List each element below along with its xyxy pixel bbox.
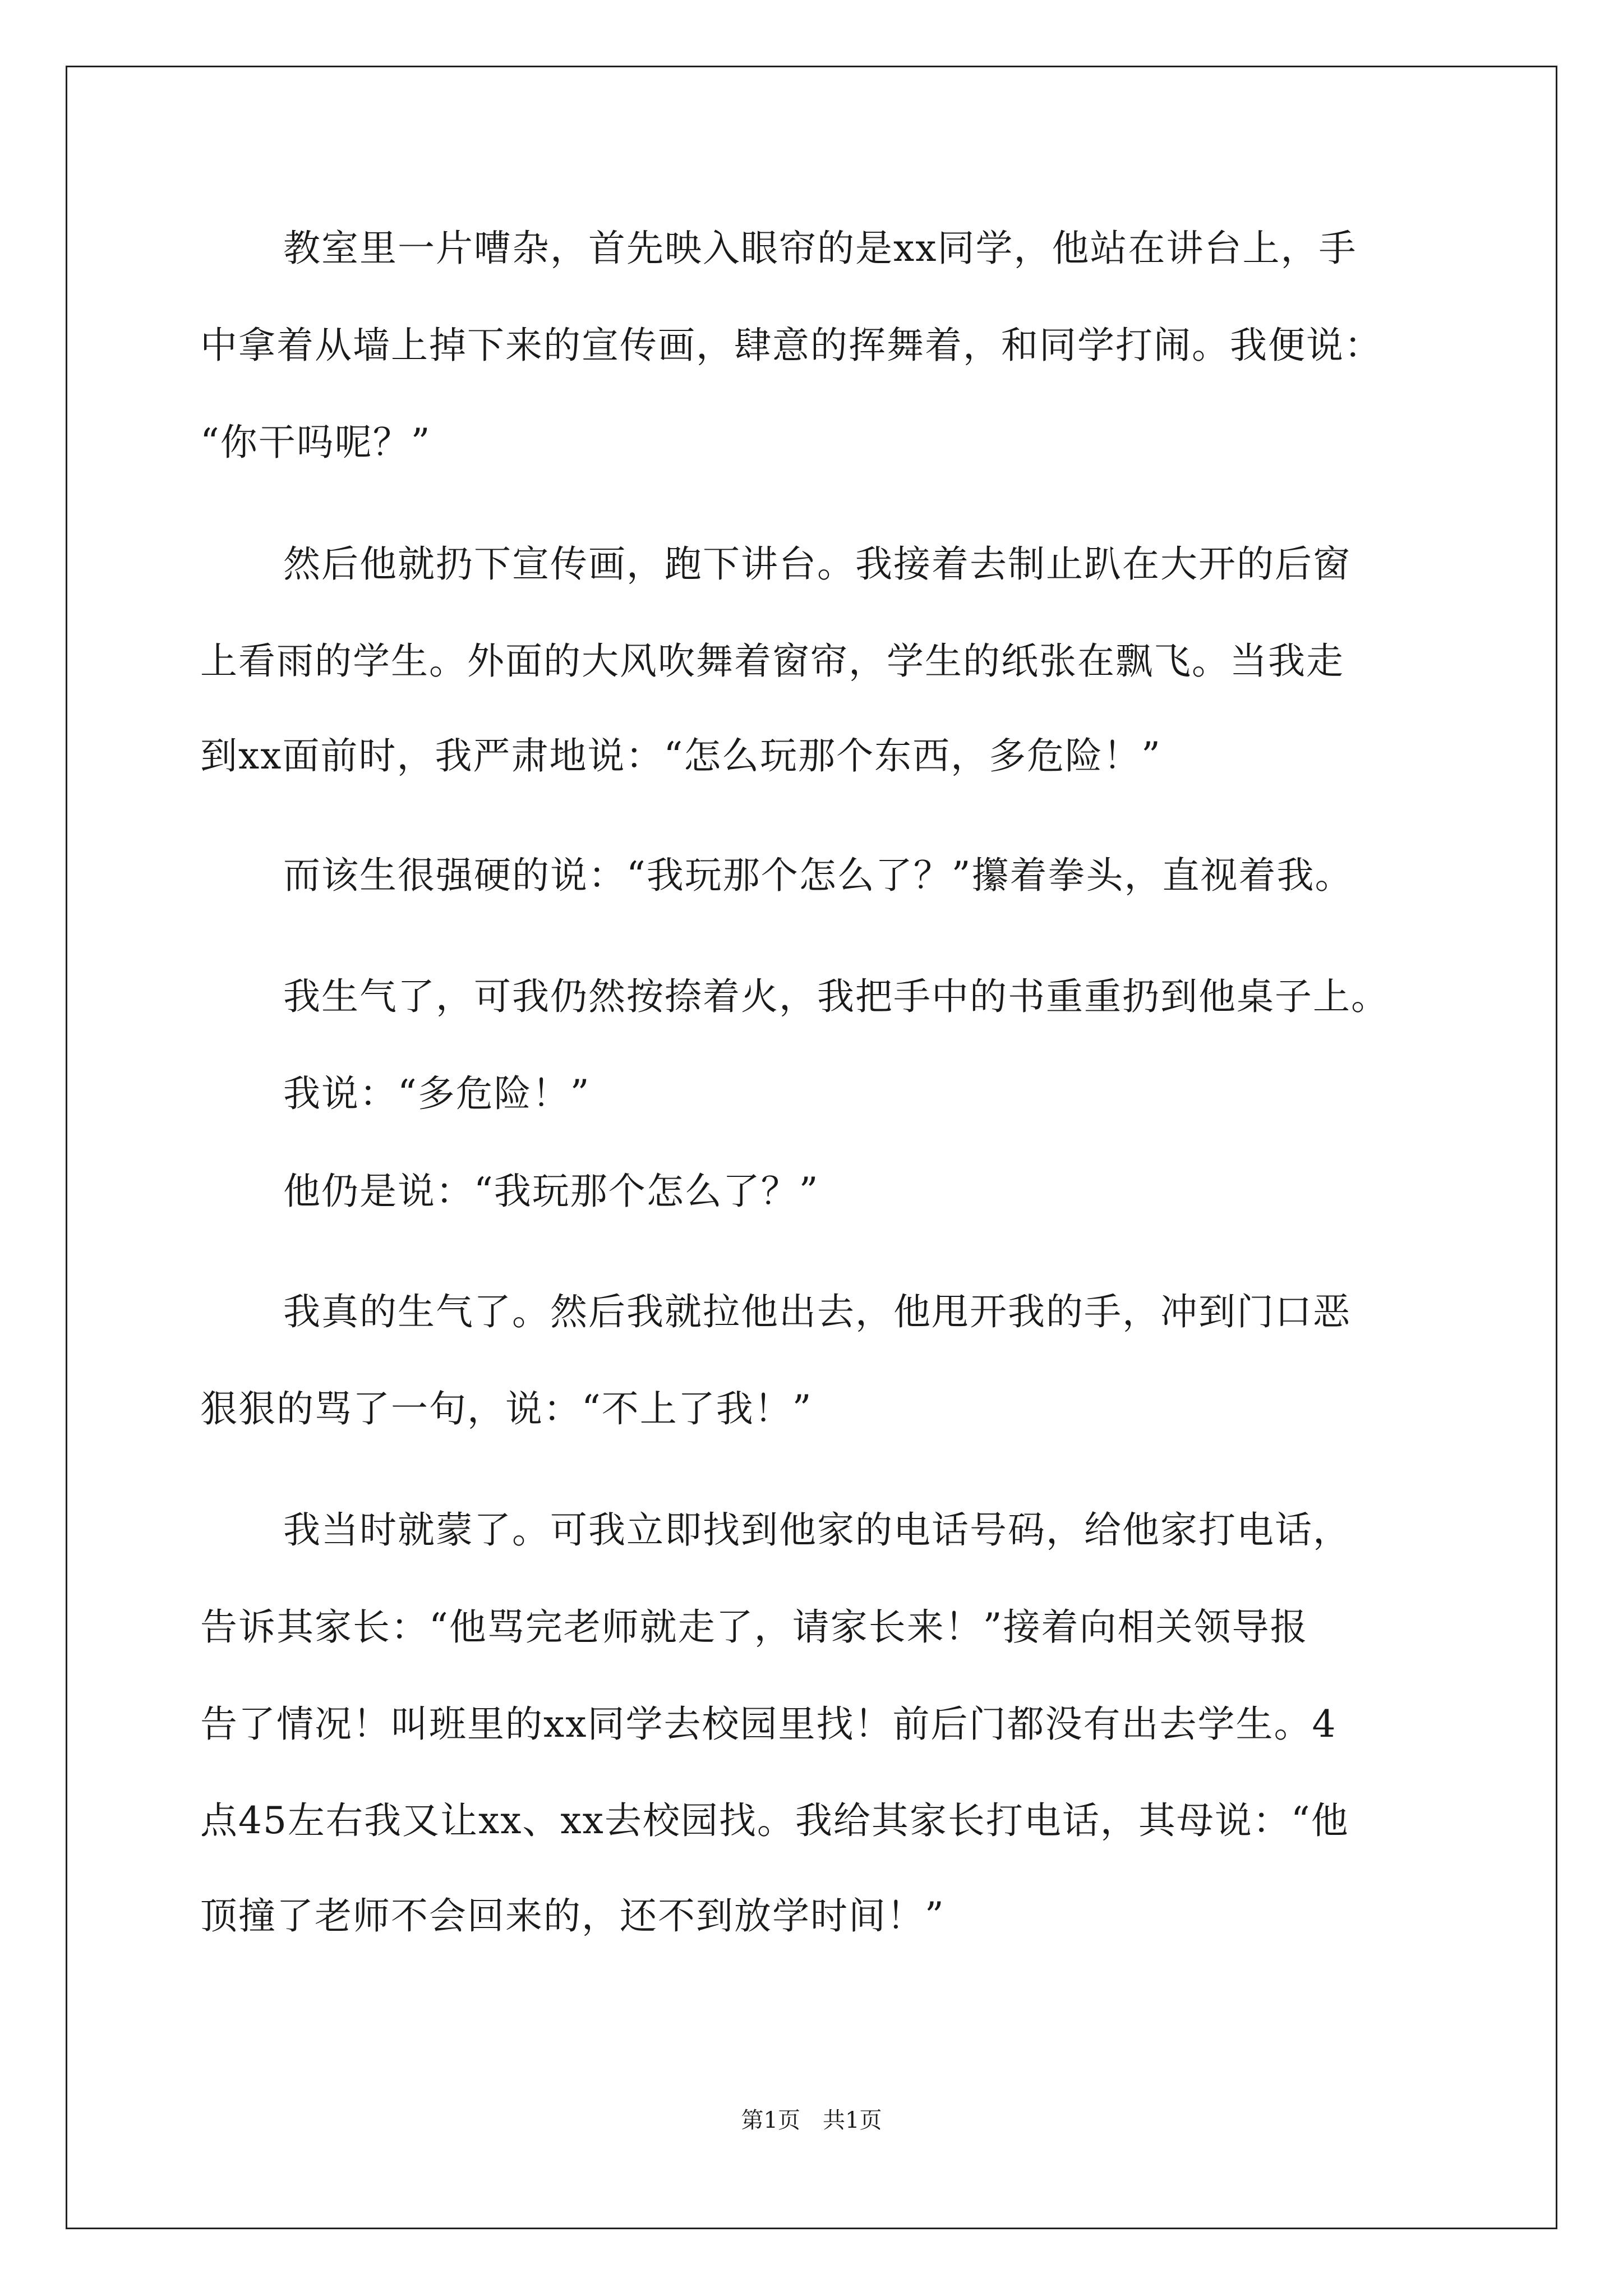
text-line: 上看雨的学生。外面的大风吹舞着窗帘，学生的纸张在飘飞。当我走 [200,639,1344,683]
text-line: 他仍是说：“我玩那个怎么了？” [283,1170,819,1213]
text-line: 到xx面前时，我严肃地说：“怎么玩那个东西，多危险！” [200,734,1161,777]
text-line: “你干吗呢？” [200,421,431,464]
text-line: 中拿着从墙上掉下来的宣传画，肆意的挥舞着，和同学打闹。我便说： [200,324,1382,367]
text-line: 我说：“多危险！” [283,1072,591,1115]
text-line: 狠狠的骂了一句，说：“不上了我！” [200,1387,813,1430]
text-line: 我真的生气了。然后我就拉他出去，他甩开我的手，冲到门口恶 [283,1290,1351,1333]
text-line: 告了情况！叫班里的xx同学去校园里找！前后门都没有出去学生。4 [200,1703,1337,1746]
text-line: 我当时就蒙了。可我立即找到他家的电话号码，给他家打电话， [283,1508,1351,1552]
text-line: 教室里一片嘈杂，首先映入眼帘的是xx同学，他站在讲台上，手 [283,227,1357,270]
text-line: 顶撞了老师不会回来的，还不到放学时间！” [200,1894,945,1938]
text-line: 点45左右我又让xx、xx去校园找。我给其家长打电话，其母说：“他 [200,1799,1349,1842]
text-line: 我生气了，可我仍然按捺着火，我把手中的书重重扔到他桌子上。 [283,975,1389,1018]
text-line: 告诉其家长：“他骂完老师就走了，请家长来！”接着向相关领导报 [200,1605,1308,1649]
text-line: 然后他就扔下宣传画，跑下讲台。我接着去制止趴在大开的后窗 [283,542,1351,586]
text-line: 而该生很强硬的说：“我玩那个怎么了？”攥着拳头，直视着我。 [283,854,1353,897]
page-footer: 第1页 共1页 [741,2108,882,2133]
